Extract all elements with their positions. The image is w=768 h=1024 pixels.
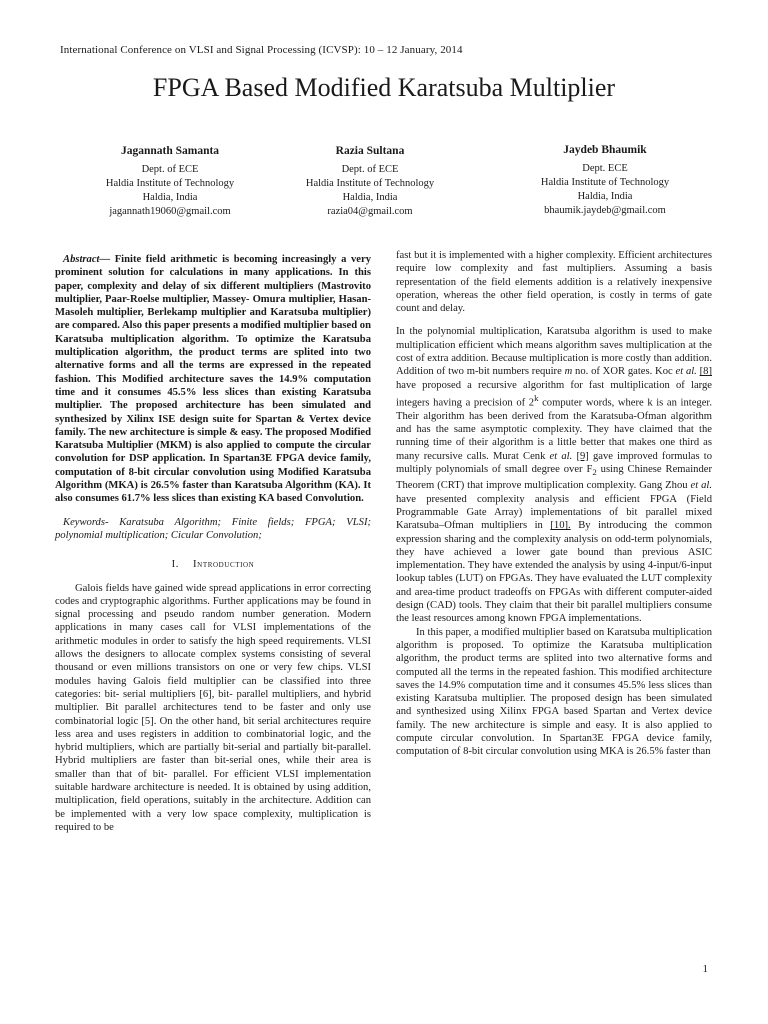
- left-column: [55, 253, 371, 834]
- author-block-3: [490, 143, 720, 218]
- author-institute: Haldia Institute of Technology: [540, 177, 670, 188]
- author-email: razia04@gmail.com: [327, 206, 413, 217]
- author-email: bhaumik.jaydeb@gmail.com: [544, 205, 666, 216]
- section-heading: [55, 558, 371, 571]
- right-column: [396, 249, 712, 759]
- keywords: Keywords- Karatsuba Algorithm; Finite fields; FPGA; VLSI; polynomial multiplication; Cicular Convolution;: [55, 516, 371, 541]
- author-place: Haldia, India: [342, 192, 398, 203]
- author-place: Haldia, India: [577, 191, 633, 202]
- abstract-text: Finite field arithmetic is becoming increasingly a very prominent solution for calculations in many applications. In this paper, complexity and delay of six different multipliers (Mastrovito multiplier, Paar-Roelse multiplier, Massey- Omura multiplier, Hasan-Masoleh multiplier, Berlekamp multiplier and Karatsuba multiplier) are compared. Also this paper presents a modified multiplier based on Karatsuba multiplication algorithm. To optimize the Karatsuba multiplication algorithm, the product terms are splited into two alternative forms and all the terms are expressed in the repeated fashion. This Modified architecture saves the 14.9% computation time and it consumes 45.5% less slices than existing Karatsuba multiplier. The proposed architecture has been simulated and synthesized by Xilinx ISE design suite for Spartan & Vertex device family. The new architecture is simple & easy. The proposed Modified Karatsuba Multiplier (MKM) is also applied to compute the circular convolution for DSP application. In Spartan3E FPGA device family, computation of 8-bit circular convolution using Modified Karatsuba Algorithm (MKA) is 26.5% faster than Karatsuba Algorithm (KA). It also consumes 61.7% less slices than existing KA based Convolution.: [55, 254, 371, 505]
- author-block-2: [255, 144, 485, 219]
- author-email: jagannath19060@gmail.com: [109, 206, 231, 217]
- author-name: Jagannath Samanta: [120, 145, 220, 157]
- page-number: 1: [702, 963, 708, 975]
- author-block-1: [55, 144, 285, 219]
- right-paragraph-3: In this paper, a modified multiplier based on Karatsuba multiplication algorithm is proposed. To optimize the Karatsuba multiplication algorithm, the product terms are splited into two alternative forms and computed all the terms in the repeated fashion. This modified architecture saves the 14.9% computation time and it consumes 45.5% less slices than existing Karatsuba multiplier. The proposed design has been simulated and synthesized using Xilinx FPGA based Spartan and Vertex device family. The new architecture is simple and easy. It is also applied to compute circular convolution. In Spartan3E FPGA device family, computation of 8-bit circular convolution using MKA is 26.5% faster than: [396, 626, 712, 758]
- author-dept: Dept. of ECE: [341, 164, 399, 175]
- author-name: Razia Sultana: [335, 145, 405, 157]
- author-institute: Haldia Institute of Technology: [305, 178, 435, 189]
- right-paragraph-1: fast but it is implemented with a higher complexity. Efficient architectures require low complexity and fast multipliers. Assuming a basis representation of the field elements addition is a relatively inexpensive operation, whereas the other field operation, is costly in terms of gate count and delay.: [396, 250, 712, 315]
- right-paragraph-2: In the polynomial multiplication, Karatsuba algorithm is used to make multiplication efficient which means algorithm saves multiplication at the cost of extra addition. Because multiplication is more costly than addition. Addition of two m-bit numbers require m no. of XOR gates. Koc et al. [8] have proposed a recursive algorithm for fast multiplication of large integers having a precision of 2$^k$ computer words, where k is an integer. Their algorithm has been derived from the Karatsuba-Ofman algorithm and has the same asymptotic complexity. They have claimed that the running time of their algorithm is a little better that makes one third as many recursive calls. Murat Cenk et al. [9] gave improved formulas to multiply polynomials of small degree over $F_2$ using Chinese Remainder Theorem (CRT) that improve multiplication complexity. Gang Zhou et al. have presented complexity analysis and efficient FPGA (Field Programmable Gate Array) implementations of bit parallel mixed Karatsuba–Ofman multipliers in [10]. By introducing the common expression sharing and the complexity analysis on odd-term polynomials, they have achieved a lower gate bound than previous ASIC implementation. They have extended the analysis by using 4-input/6-input lookup tables (LUT) on FPGAs. They have evaluated the LUT complexity and area-time product tradeoffs on FPGAs with different computer-aided design (CAD) tools. They claim that their bit parallel multipliers consume the least resources among known FPGA implementations.: [396, 326, 713, 625]
- intro-paragraph: Galois fields have gained wide spread applications in error correcting codes and cryptographic algorithms. Further applications may be found in signal processing and pseudo random number generation. Modern applications in many cases call for VLSI implementations of the arithmetic modules in order to satisfy the high speed requirements. VLSI allows the designers to allocate complex systems consisting of several thousand or even millions transistors on one or very few chips. VLSI modules having Galois field multiplier can be classified into three categories: bit- serial multipliers [6], bit- parallel multipliers, and hybrid multiplier. Bit parallel architectures tend to be faster and only use combinatorial logic [5]. On the other hand, bit serial architectures require less area and uses registers in addition to combinatorial logic, and the hybrid multipliers, which are partially bit-serial and partially bit-parallel. Hybrid multipliers are faster than bit-serial ones, while their area is smaller than that of bit- parallel. For efficient VLSI implementation suitable hardware architecture is needed. It is obtained by using addition, multiplication, field operations, suitably in the architecture. Addition can be implemented with a very low space complexity, multiplication is required to be: [55, 582, 371, 833]
- author-place: Haldia, India: [142, 192, 198, 203]
- section-title: Introduction: [193, 559, 255, 571]
- section-number: I.: [171, 559, 180, 571]
- author-name: Jaydeb Bhaumik: [563, 144, 647, 156]
- citation-link-9[interactable]: [9]: [576, 450, 589, 462]
- author-dept: Dept. of ECE: [141, 164, 199, 175]
- paper-title: FPGA Based Modified Karatsuba Multiplier: [152, 73, 616, 102]
- citation-link-10[interactable]: [10].: [550, 520, 571, 532]
- author-institute: Haldia Institute of Technology: [105, 178, 235, 189]
- author-dept: Dept. ECE: [582, 163, 628, 174]
- abstract: [55, 253, 371, 506]
- conference-header: International Conference on VLSI and Signal Processing (ICVSP): 10 – 12 January, 2014: [60, 44, 463, 56]
- citation-link-8[interactable]: [8]: [699, 366, 712, 378]
- abstract-label: Abstract—: [63, 254, 111, 265]
